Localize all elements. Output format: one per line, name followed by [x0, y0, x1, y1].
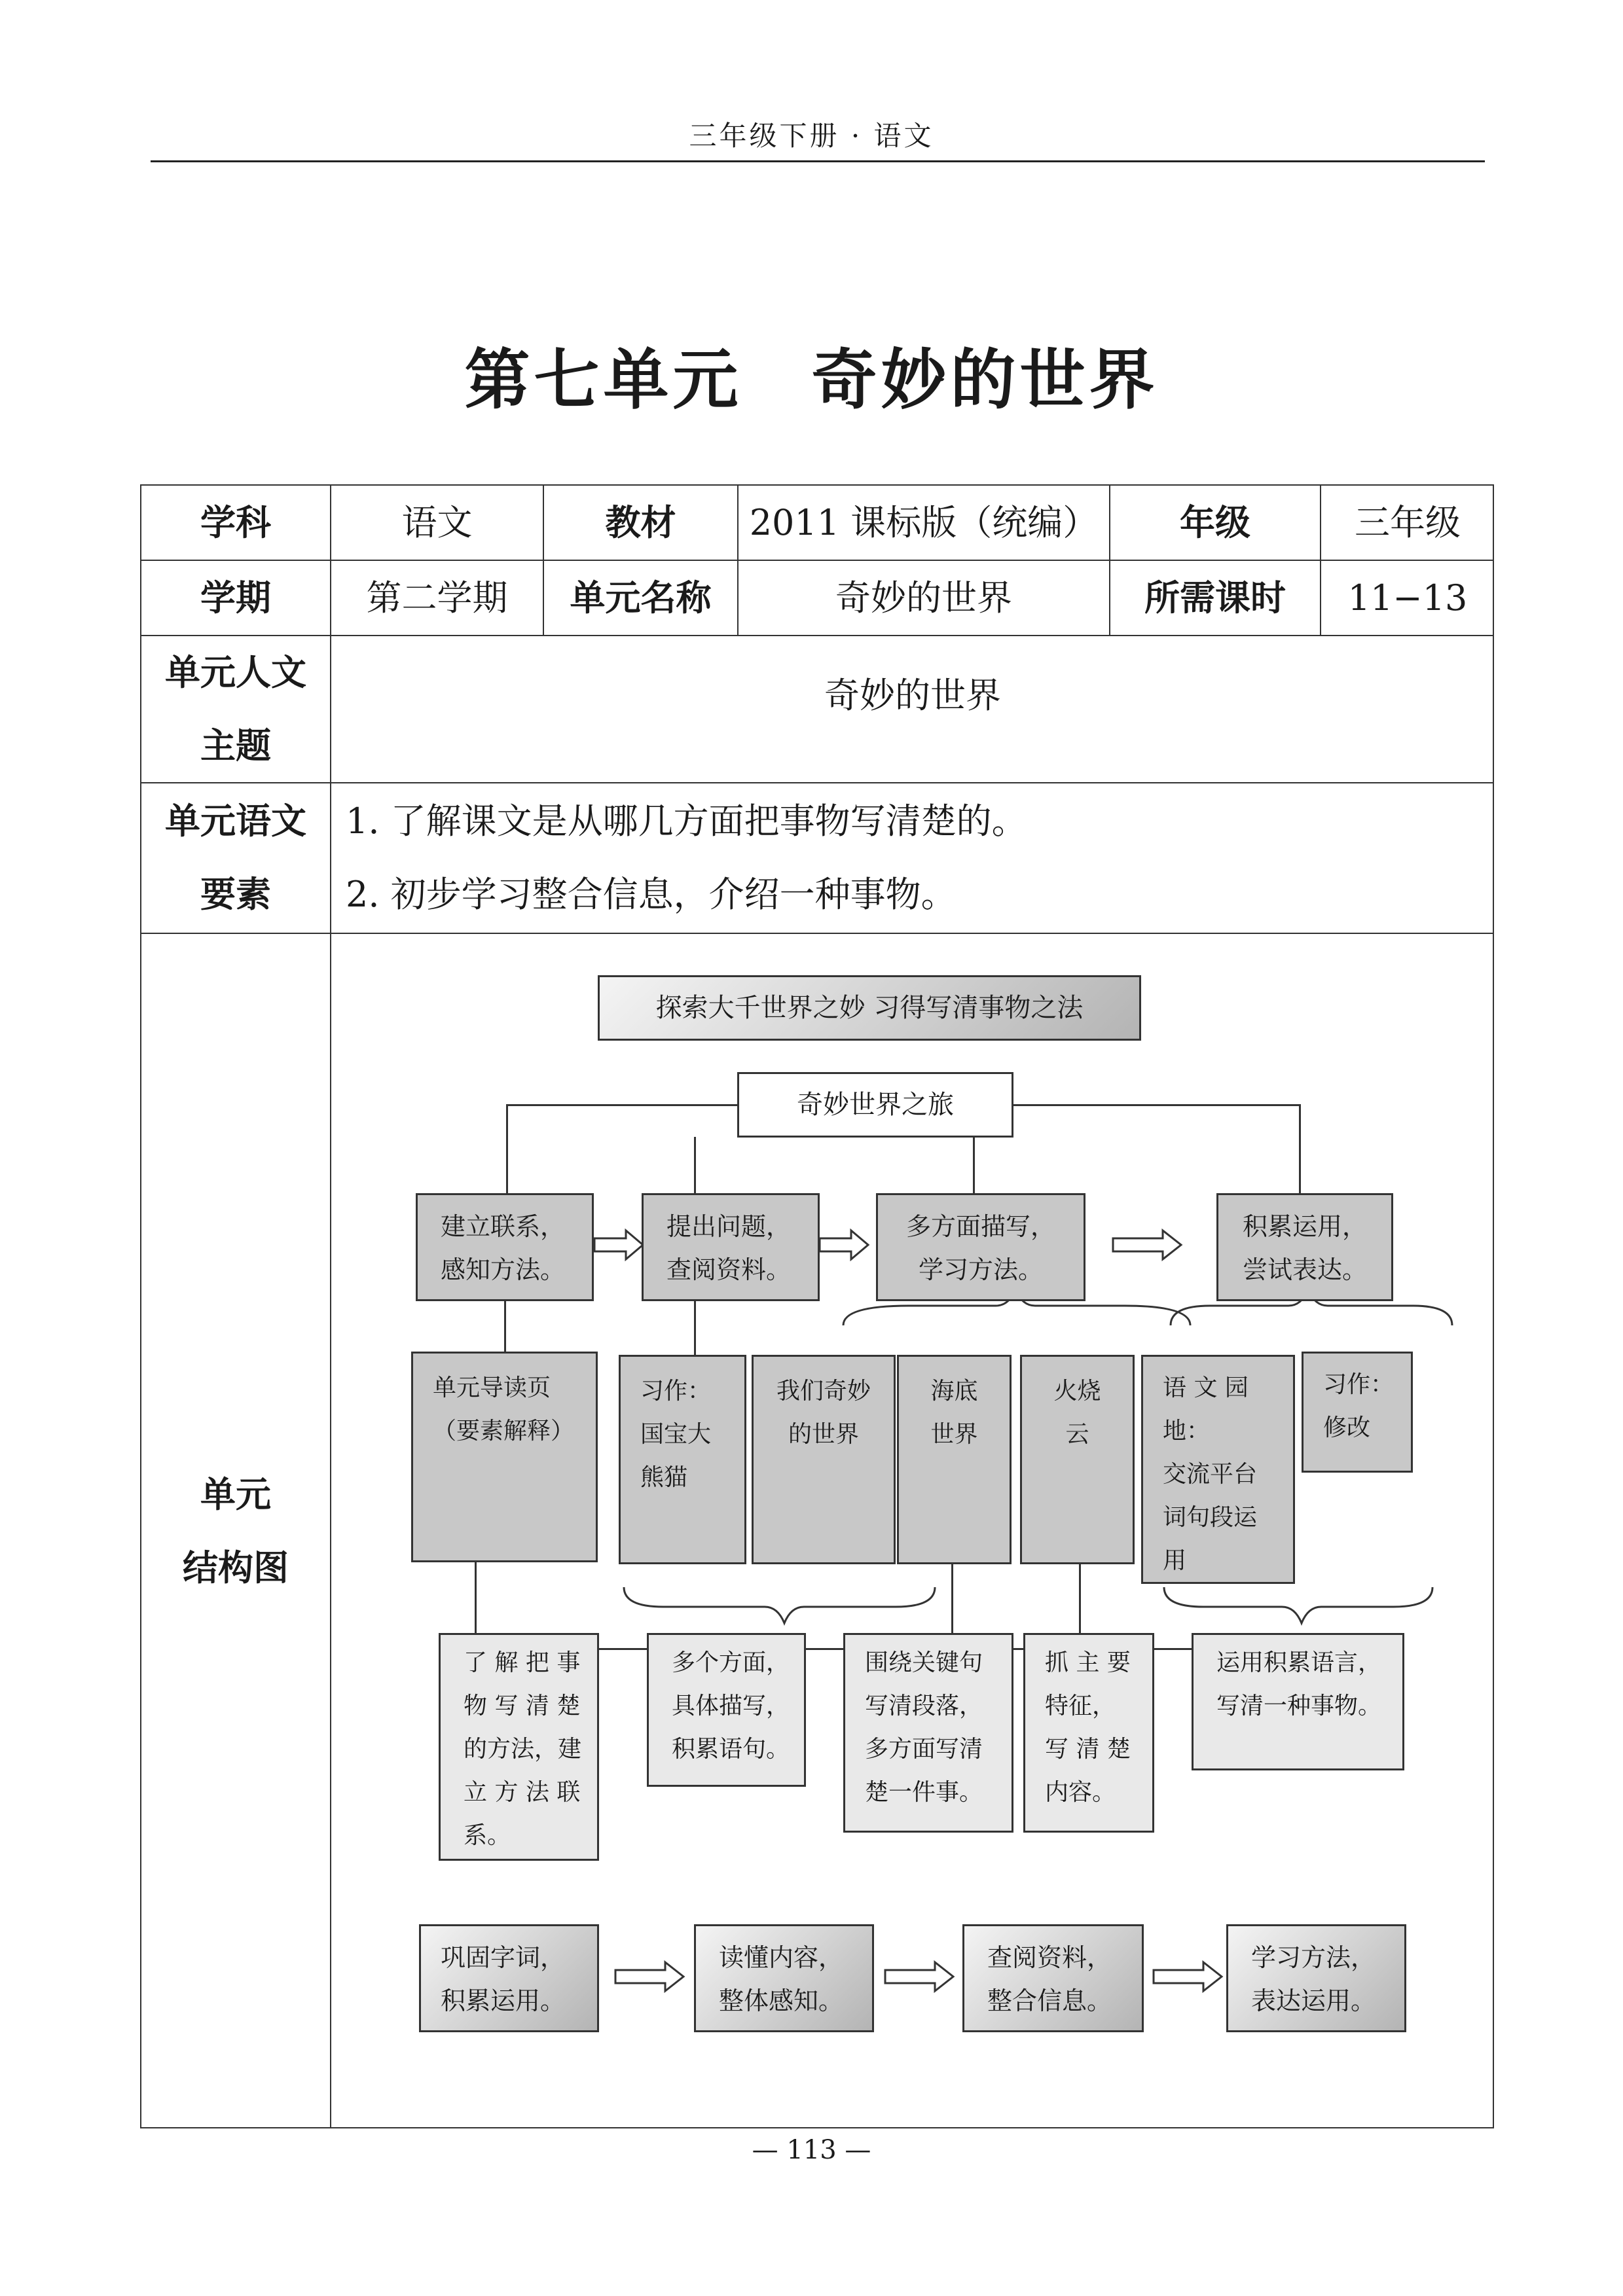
- arrow-right-icon: [818, 1229, 871, 1261]
- unit-name-label: 单元名称: [544, 561, 739, 636]
- lesson-box-2: 习作： 国宝大 熊猫: [619, 1355, 746, 1564]
- lesson-box-4: 海底 世界: [897, 1355, 1012, 1564]
- page-number: — 113 —: [752, 2135, 871, 2165]
- textbook-value: 2011 课标版（统编）: [739, 486, 1110, 561]
- theme-label-line2: 主题: [200, 725, 271, 766]
- semester-label: 学期: [141, 561, 331, 636]
- arrow-right-icon: [614, 1960, 686, 1993]
- structure-label-line1: 单元: [200, 1473, 271, 1515]
- step-box-2: 提出问题， 查阅资料。: [642, 1193, 820, 1301]
- note-box-2: 多个方面， 具体描写， 积累语句。: [647, 1633, 806, 1787]
- hours-label: 所需课时: [1110, 561, 1321, 636]
- note-box-3: 围绕关键句 写清段落， 多方面写清 楚一件事。: [843, 1633, 1013, 1833]
- flow-box-3: 查阅资料， 整合信息。: [962, 1924, 1144, 2032]
- lesson-box-6: 语 文 园 地： 交流平台 词句段运 用: [1141, 1355, 1295, 1584]
- note-box-4: 抓 主 要 特征， 写 清 楚 内容。: [1023, 1633, 1154, 1833]
- elements-list: [331, 783, 1494, 934]
- element-item-1: 1. 了解课文是从哪几方面把事物写清楚的。: [346, 800, 1027, 842]
- theme-value: 奇妙的世界: [331, 636, 1494, 783]
- step-box-4: 积累运用， 尝试表达。: [1216, 1193, 1393, 1301]
- hours-value: 11−13: [1321, 561, 1494, 636]
- header-rule: [151, 160, 1485, 162]
- structure-label: [141, 934, 331, 2128]
- lesson-box-7: 习作： 修改: [1302, 1352, 1413, 1473]
- theme-label-line1: 单元人文: [165, 651, 306, 693]
- running-header: 三年级下册 · 语文: [689, 120, 934, 152]
- diagram-root-box: 奇妙世界之旅: [737, 1072, 1013, 1138]
- lesson-box-1: 单元导读页 （要素解释）: [411, 1352, 598, 1562]
- elements-label-line2: 要素: [200, 874, 271, 915]
- arrow-right-icon: [593, 1229, 646, 1261]
- step-box-1: 建立联系， 感知方法。: [416, 1193, 594, 1301]
- arrow-right-icon: [884, 1960, 956, 1993]
- note-box-5: 运用积累语言， 写清一种事物。: [1192, 1633, 1404, 1770]
- semester-value: 第二学期: [331, 561, 544, 636]
- subject-value: 语文: [331, 486, 544, 561]
- note-box-1: 了 解 把 事 物 写 清 楚 的方法，建 立 方 法 联 系。: [439, 1633, 599, 1861]
- grade-value: 三年级: [1321, 486, 1494, 561]
- arrow-right-icon: [1152, 1960, 1224, 1993]
- flow-box-4: 学习方法， 表达运用。: [1226, 1924, 1406, 2032]
- structure-label-line2: 结构图: [183, 1547, 289, 1588]
- structure-diagram: [333, 933, 1494, 2128]
- diagram-top-box: 探索大千世界之妙 习得写清事物之法: [598, 975, 1141, 1041]
- grade-label: 年级: [1110, 486, 1321, 561]
- subject-label: 学科: [141, 486, 331, 561]
- theme-label: [141, 636, 331, 783]
- unit-title: 第七单元 奇妙的世界: [464, 342, 1159, 418]
- flow-box-2: 读懂内容， 整体感知。: [694, 1924, 874, 2032]
- elements-label: [141, 783, 331, 934]
- arrow-right-icon: [1112, 1229, 1184, 1261]
- textbook-label: 教材: [544, 486, 739, 561]
- element-item-2: 2. 初步学习整合信息，介绍一种事物。: [346, 874, 957, 915]
- lesson-box-3: 我们奇妙 的世界: [752, 1355, 896, 1564]
- elements-label-line1: 单元语文: [165, 800, 306, 842]
- unit-name-value: 奇妙的世界: [739, 561, 1110, 636]
- lesson-box-5: 火烧 云: [1020, 1355, 1135, 1564]
- step-box-3: 多方面描写， 学习方法。: [876, 1193, 1085, 1301]
- flow-box-1: 巩固字词， 积累运用。: [419, 1924, 599, 2032]
